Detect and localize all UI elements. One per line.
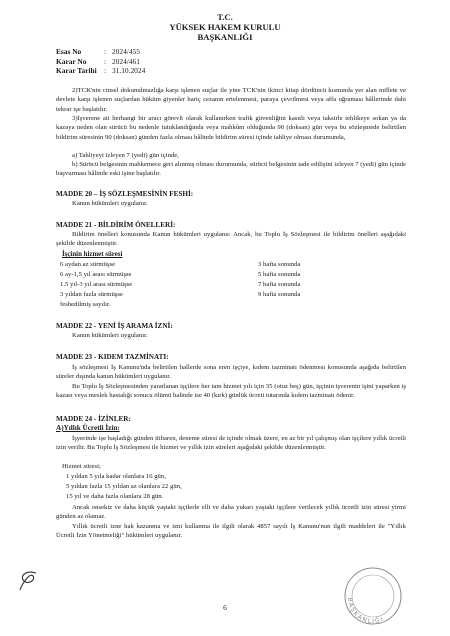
article-24-paragraph-3: Yıllık ücretli izne hak kazanma ve izni kullanma ile ilgili olarak 4857 sayılı İş Kanunu'nun ilgili maddeleri ile "Yıllık Ücretli İzin Yönetmeliği" hükümleri uygulanır. (56, 523, 406, 540)
signature-mark (16, 568, 46, 592)
notice-row-period: 7 hafta sonunda (258, 281, 301, 288)
annual-leave-subtitle: A)Yıllık Ücretli İzin: (56, 424, 120, 432)
leave-item: 1 yıldan 5 yıla kadar olanlara 16 gün, (66, 473, 166, 480)
article-23-title: MADDE 23 - KIDEM TAZMİNATI: (56, 353, 169, 361)
meta-key: Karar Tarihi (56, 66, 97, 75)
notice-row-period: 9 hafta sonunda (258, 291, 301, 298)
article-20-title: MADDE 20 – İŞ SÖZLEŞMESİNİN FESHİ: (56, 190, 194, 198)
meta-colon: : (104, 66, 107, 75)
meta-colon: : (104, 56, 107, 66)
intro-paragraph-2: 2)TCK'nin cinsel dokunulmazlığa karşı işlenen suçlar ile yine TCK'nin ikinci kitap dördüncü kısmında yer alan millete ve devlete karşı işlenen suçlardan hüküm giyenler hariç cezanın ertelenmesi, paraya çevrilmesi veya affa uğraması hâllerinde dahi tekrar işe başlatılır. (56, 87, 406, 113)
meta-value: 2024/455 (112, 47, 140, 56)
official-stamp (338, 566, 408, 628)
meta-karar-no (56, 57, 140, 67)
meta-value: 2024/461 (112, 56, 140, 66)
notice-table-footer: feshedilmiş sayılır. (60, 301, 111, 308)
header-institution: YÜKSEK HAKEM KURULU (169, 22, 281, 32)
service-period-label: Hizmet süresi; (62, 463, 101, 470)
article-20-text: Kanun hükümleri uygulanır. (72, 200, 148, 207)
notice-row-service: 3 yıldan fazla sürmüşse (60, 291, 123, 298)
intro-item-b: b) Sürücü belgesinin mahkemece geri alınmış olması durumunda, sürücü belgesinin iade edilişini izleyen 7 (yedi) gün içinde başvurması hâlinde eski işine başlatılır. (56, 161, 406, 178)
leave-item: 15 yıl ve daha fazla olanlara 28 gün. (66, 493, 164, 500)
article-21-text: Bildirim önelleri konusunda Kanun hükümleri uygulanır. Ancak, bu Toplu İş Sözleşmesi ile bildirim önelleri aşağıdaki şekilde düzenlenmiştir. (56, 231, 406, 248)
article-24-title: MADDE 24 - İZİNLER: (56, 415, 131, 423)
meta-esas-no (56, 47, 140, 57)
notice-row-service: 1.5 yıl-3 yıl arası sürmüşse (60, 281, 133, 288)
meta-key: Esas No (56, 47, 82, 56)
article-23-paragraph-1: İş sözleşmesi İş Kanunu'nda belirtilen hallerde sona eren işçiye, kıdem tazminatı ödenmesi konusunda aşağıda belirtilen süreler dışında kanun hükümleri uygulanır. (56, 364, 406, 381)
meta-karar-tarihi (56, 66, 145, 76)
intro-item-a: a) Tahliyeyi izleyen 7 (yedi) gün içinde, (72, 152, 179, 159)
meta-value: 31.10.2024 (112, 66, 146, 75)
article-22-text: Kanun hükümleri uygulanır. (72, 332, 148, 339)
notice-table-header: İşçinin hizmet süresi (62, 251, 123, 258)
header-tc: T.C. (217, 12, 233, 22)
stamp-text: BAŞKANLIĞI (345, 597, 386, 626)
page-number: 6 (223, 603, 227, 612)
notice-row-period: 3 hafta sonunda (258, 261, 301, 268)
header-presidency: BAŞKANLIĞI (197, 32, 253, 42)
leave-item: 5 yıldan fazla 15 yıldan az olanlara 22 gün, (66, 483, 182, 490)
meta-colon: : (104, 47, 107, 56)
notice-row-service: 6 aydan az sürmüşse (60, 261, 116, 268)
meta-key: Karar No (56, 56, 87, 66)
article-24-paragraph-2: Ancak onsekiz ve daha küçük yaştaki işçilerle elli ve daha yukarı yaştaki işçilere verilecek yıllık ücretli izin süresi yirmi günden az olamaz. (56, 504, 406, 521)
article-23-paragraph-2: Bu Toplu İş Sözleşmesinden yararlanan işçilere her tam hizmet yılı için 35 (otuz beş) gün, işçinin işverenin işini yaparken iş kazası veya meslek hastalığı sonucu ölümü halinde ise 40 (kırk) günlük ücreti tutarında kıdem tazminatı ödenir. (56, 383, 406, 400)
notice-row-period: 5 hafta sonunda (258, 271, 301, 278)
article-24-paragraph-1: İşyerinde işe başladığı günden itibaren, deneme süresi de içinde olmak üzere, en az bir yıl çalışmış olan işçilere yıllık ücretli izin verilir. Bu Toplu İş Sözleşmesi ile hizmet ve yıllık izin süreleri aşağıdaki şekilde düzenlenmiştir. (56, 435, 406, 452)
article-21-title: MADDE 21 - BİLDİRİM ÖNELLERİ: (56, 221, 176, 229)
article-22-title: MADDE 22 - YENİ İŞ ARAMA İZNİ: (56, 322, 173, 330)
notice-row-service: 6 ay-1,5 yıl arası sürmüşse (60, 271, 132, 278)
intro-paragraph-3: 3)İşverene ait herhangi bir aracı görevli olarak kullanırken trafik güvenliğini kasıtlı veya taksirle tehlikeye sokan ya da kazaya neden olan sürücü bu nedenle tutuklandığında veya mahkûm olduğunda 90 (doksan) gün veya bu sözleşmede belirtilen bildirim süresinin 90 (doksan) günden fazla olması hâlinde bildirim süresi içinde tahliye olması durumunda, (56, 115, 406, 141)
